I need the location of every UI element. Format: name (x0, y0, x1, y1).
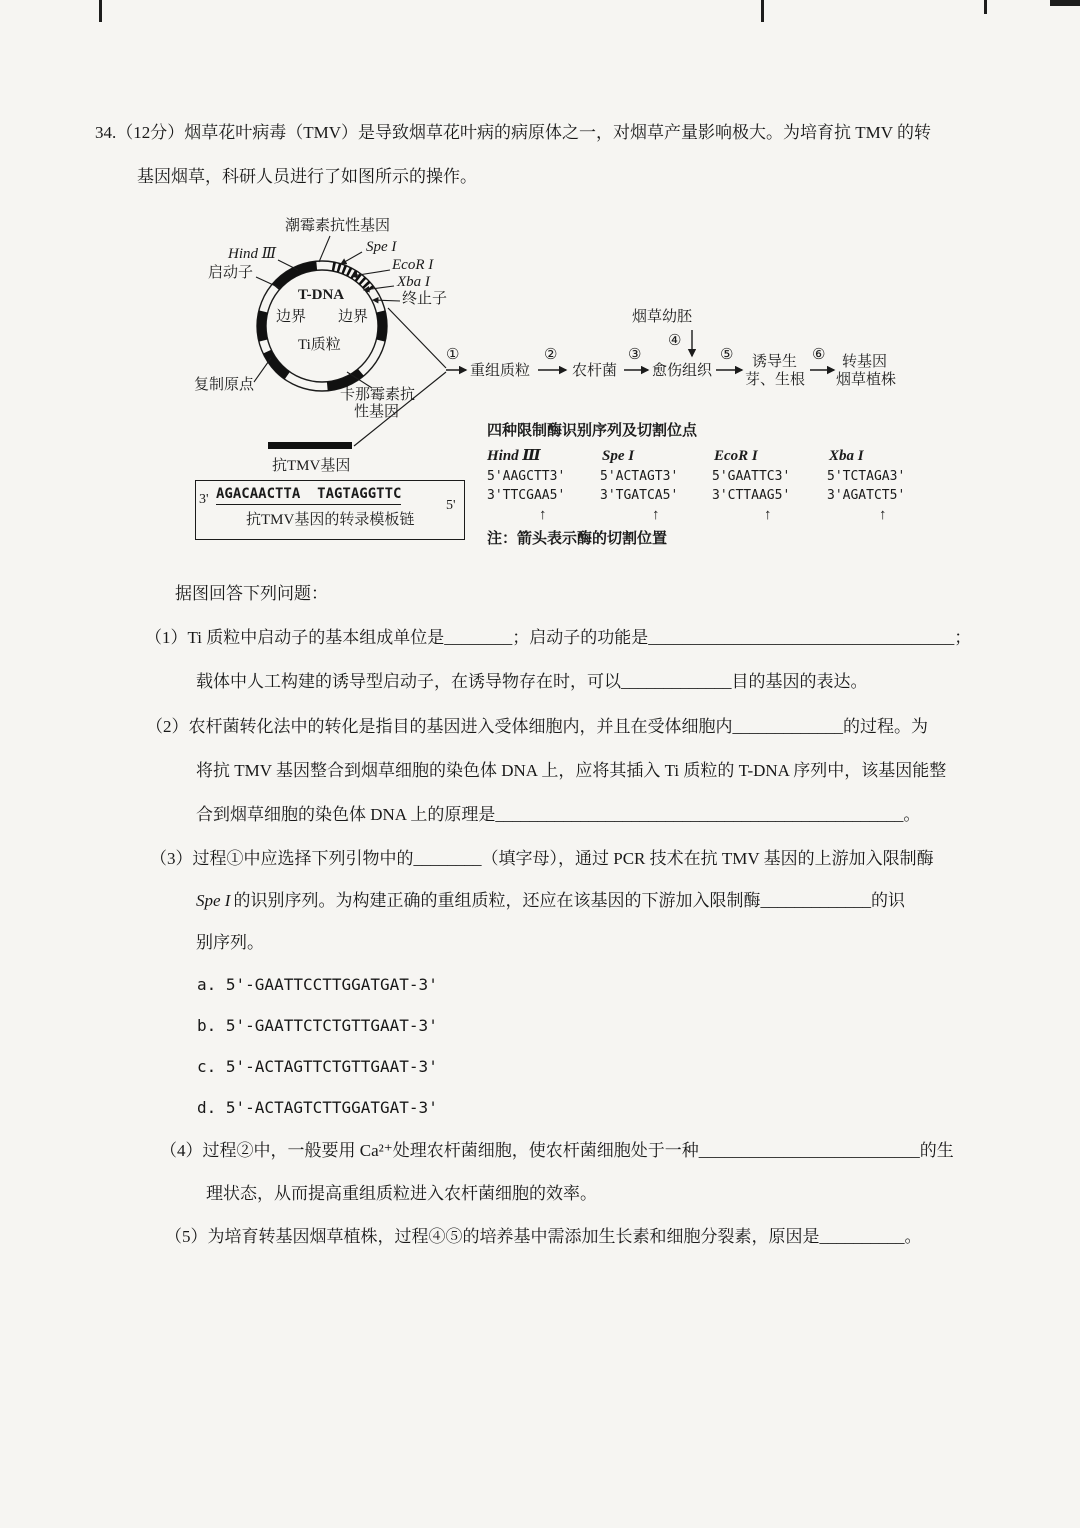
flow-step-5: ⑤ (720, 347, 734, 363)
scan-artifact (1050, 0, 1080, 6)
enzyme-name: Spe I (602, 448, 635, 464)
question-2-line3: 合到烟草细胞的染色体 DNA 上的原理是________________________________________________。 (196, 805, 921, 824)
enzyme-name-inline: Spe I (196, 891, 231, 910)
cut-position-arrow: ↑ (764, 507, 772, 523)
question-2-line2: 将抗 TMV 基因整合到烟草细胞的染色体 DNA 上，应将其插入 Ti 质粒的 T-DNA 序列中，该基因能整 (196, 761, 947, 780)
enzyme-bottom-strand: 3'CTTAAG5' (712, 488, 791, 503)
enzyme-bottom-strand: 3'TTCGAA5' (487, 488, 566, 503)
flow-step-3: ③ (628, 347, 642, 363)
flow-step-1: ① (446, 347, 460, 363)
label-replication-origin: 复制原点 (194, 377, 255, 393)
enzyme-bottom-strand: 3'TGATCA5' (600, 488, 679, 503)
label-promoter: 启动子 (208, 265, 254, 281)
label-border-left: 边界 (276, 309, 307, 325)
strand-end-3prime: 3' (199, 492, 209, 507)
flow-step-6: ⑥ (812, 347, 826, 363)
label-ti-plasmid: Ti质粒 (298, 337, 341, 353)
template-strand-sequence: AGACAACTTA TAGTAGGTTC (216, 486, 401, 505)
primer-option-a: a. 5'-GAATTCCTTGGATGAT-3' (197, 975, 438, 994)
enzyme-name: EcoR I (714, 448, 758, 464)
question-1-line1: （1）Ti 质粒中启动子的基本组成单位是________；启动子的功能是____________________________________； (145, 628, 972, 647)
flow-node-embryo: 烟草幼胚 (632, 309, 693, 325)
scan-artifact (761, 0, 764, 22)
question-3-line3: 别序列。 (196, 933, 264, 952)
flow-node-agrobacterium: 农杆菌 (572, 363, 618, 379)
flow-node-callus: 愈伤组织 (652, 363, 713, 379)
label-hygromycin-gene: 潮霉素抗性基因 (285, 218, 391, 234)
label-xba1-site: Xba I (397, 274, 430, 290)
scan-artifact (99, 0, 102, 22)
figure-genetic-engineering-diagram (140, 200, 1050, 600)
label-kanamycin-gene-line1: 卡那霉素抗 (340, 387, 416, 403)
question-stem-line2: 基因烟草，科研人员进行了如图所示的操作。 (137, 167, 477, 186)
enzyme-table-note: 注：箭头表示酶的切割位置 (487, 531, 668, 547)
strand-end-5prime: 5' (446, 498, 456, 513)
question-3-line1: （3）过程①中应选择下列引物中的________（填字母），通过 PCR 技术在抗 TMV 基因的上游加入限制酶 (150, 849, 934, 868)
enzyme-top-strand: 5'AAGCTT3' (487, 469, 566, 484)
label-t-dna: T-DNA (298, 287, 345, 303)
flow-node-induce-line2: 芽、生根 (745, 372, 806, 388)
enzyme-top-strand: 5'TCTAGA3' (827, 469, 906, 484)
cut-position-arrow: ↑ (652, 507, 660, 523)
scan-artifact (984, 0, 987, 14)
flow-step-2: ② (544, 347, 558, 363)
question-stem-line1: 34.（12分）烟草花叶病毒（TMV）是导致烟草花叶病的病原体之一，对烟草产量影响极大。为培育抗 TMV 的转 (95, 123, 931, 142)
primer-option-c: c. 5'-ACTAGTTCTGTTGAAT-3' (197, 1057, 438, 1076)
question-3-line2-rest: 的识别序列。为构建正确的重组质粒，还应在该基因的下游加入限制酶_____________的识 (233, 891, 905, 910)
enzyme-table-title: 四种限制酶识别序列及切割位点 (487, 423, 698, 439)
flow-node-plant-line1: 转基因 (842, 354, 888, 370)
cut-position-arrow: ↑ (879, 507, 887, 523)
enzyme-name: Hind Ⅲ (487, 448, 541, 464)
flow-step-4: ④ (668, 333, 682, 349)
label-spe1-site: Spe I (366, 239, 397, 255)
question-2-line1: （2）农杆菌转化法中的转化是指目的基因进入受体细胞内，并且在受体细胞内_____________的过程。为 (146, 717, 928, 736)
question-5: （5）为培育转基因烟草植株，过程④⑤的培养基中需添加生长素和细胞分裂素，原因是__________。 (165, 1227, 922, 1246)
label-kanamycin-gene-line2: 性基因 (354, 404, 400, 420)
label-hind3-site: Hind Ⅲ (228, 246, 277, 262)
template-strand-note: 抗TMV基因的转录模板链 (246, 512, 415, 528)
primer-option-b: b. 5'-GAATTCTCTGTTGAAT-3' (197, 1016, 438, 1035)
enzyme-bottom-strand: 3'AGATCT5' (827, 488, 906, 503)
question-1-line2: 载体中人工构建的诱导型启动子，在诱导物存在时，可以_____________目的基因的表达。 (196, 672, 868, 691)
question-4-line1: （4）过程②中，一般要用 Ca²⁺处理农杆菌细胞，使农杆菌细胞处于一种__________________________的生 (160, 1141, 954, 1160)
flow-node-recombinant-plasmid: 重组质粒 (470, 363, 531, 379)
enzyme-top-strand: 5'GAATTC3' (712, 469, 791, 484)
label-anti-tmv-gene: 抗TMV基因 (272, 458, 351, 474)
question-4-line2: 理状态，从而提高重组质粒进入农杆菌细胞的效率。 (206, 1184, 597, 1203)
question-3-line2 (196, 890, 905, 911)
questions-prompt: 据图回答下列问题： (175, 584, 328, 603)
label-ecor1-site: EcoR I (392, 257, 434, 273)
enzyme-name: Xba I (829, 448, 864, 464)
flow-node-induce-line1: 诱导生 (752, 354, 798, 370)
template-strand-box (195, 480, 465, 540)
label-border-right: 边界 (338, 309, 369, 325)
label-terminator: 终止子 (402, 291, 448, 307)
cut-position-arrow: ↑ (539, 507, 547, 523)
primer-option-d: d. 5'-ACTAGTCTTGGATGAT-3' (197, 1098, 438, 1117)
flow-node-plant-line2: 烟草植株 (836, 372, 897, 388)
enzyme-top-strand: 5'ACTAGT3' (600, 469, 679, 484)
